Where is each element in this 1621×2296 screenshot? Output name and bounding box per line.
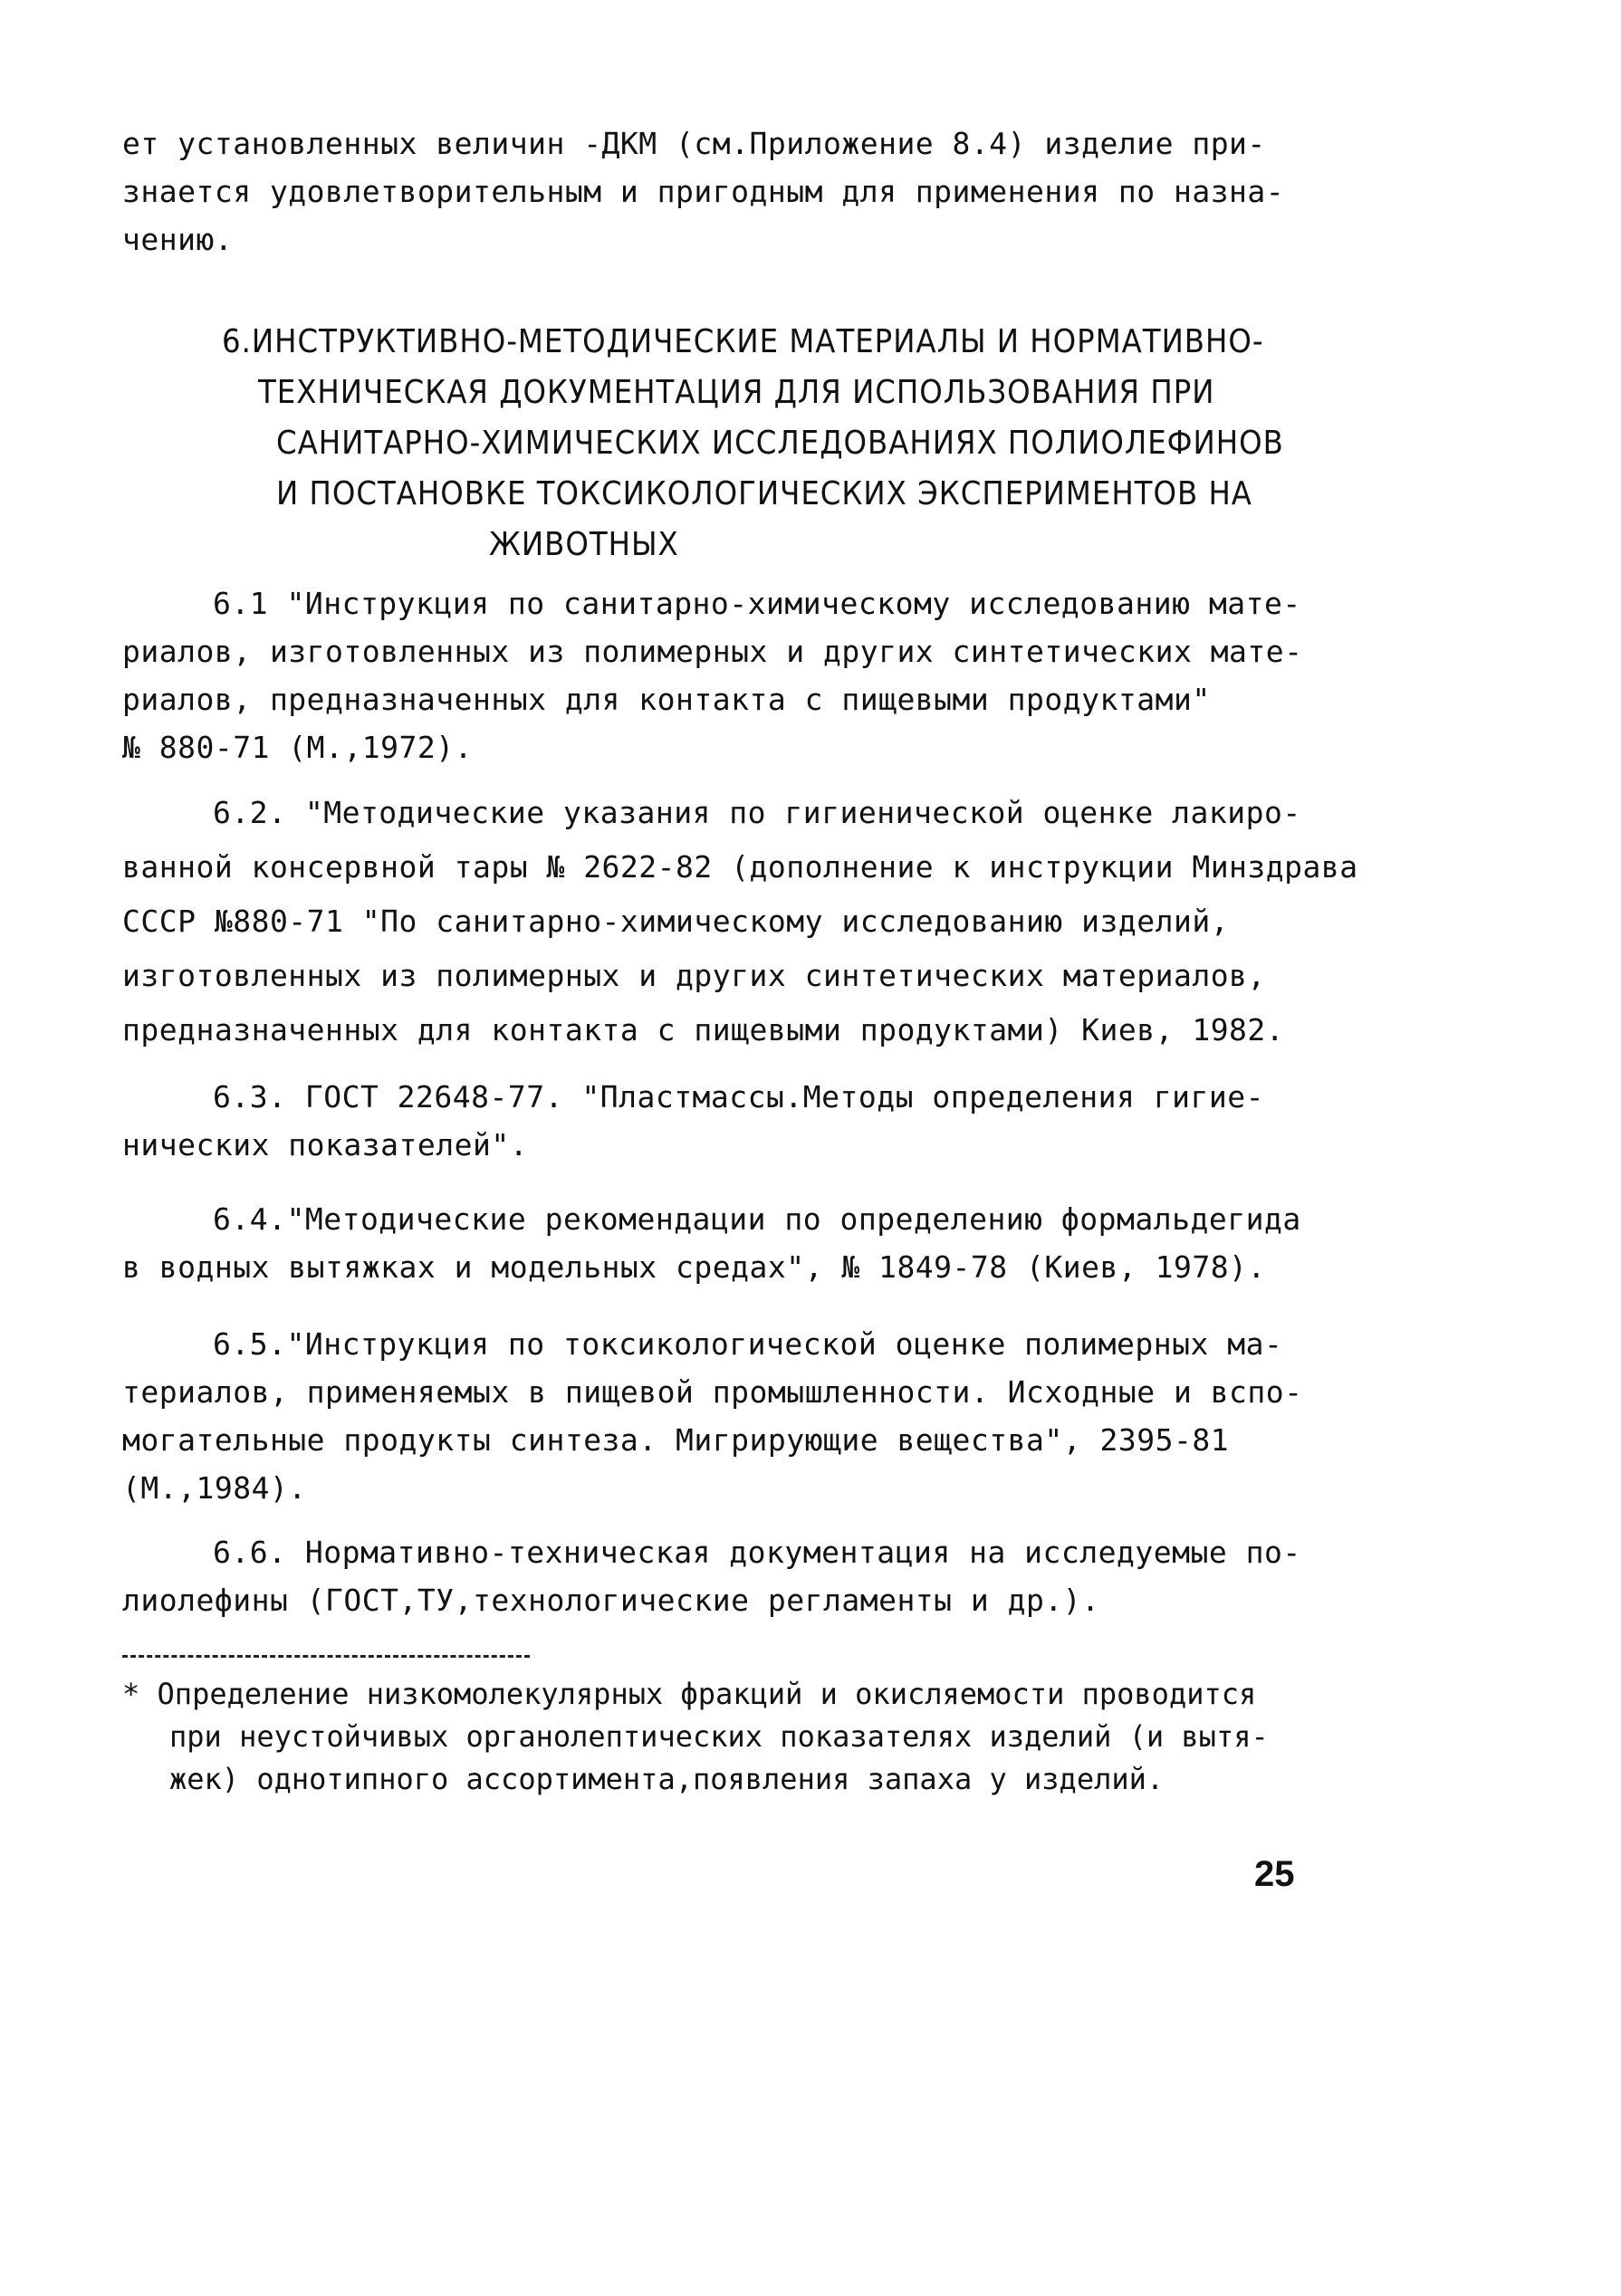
text-line: чению.	[122, 222, 234, 257]
footnote-separator	[122, 1655, 530, 1658]
text-line: № 880-71 (М.,1972).	[122, 730, 473, 765]
text-line: изготовленных из полимерных и других синтетических материалов,	[122, 958, 1266, 993]
text-line: знается удовлетворительным и пригодным для применения по назна-	[122, 174, 1285, 209]
text-line: лиолефины (ГОСТ,ТУ,технологические регламенты и др.).	[122, 1583, 1100, 1618]
text-line: риалов, изготовленных из полимерных и других синтетических мате-	[122, 634, 1303, 669]
heading-line: ТЕХНИЧЕСКАЯ ДОКУМЕНТАЦИЯ ДЛЯ ИСПОЛЬЗОВАНИЯ ПРИ	[258, 374, 1215, 411]
text-line: териалов, применяемых в пищевой промышленности. Исходные и вспо-	[122, 1374, 1303, 1410]
section-heading	[222, 317, 1284, 570]
heading-line: И ПОСТАНОВКЕ ТОКСИКОЛОГИЧЕСКИХ ЭКСПЕРИМЕНТОВ НА	[276, 475, 1252, 512]
text-line: в водных вытяжках и модельных средах", № 1849-78 (Киев, 1978).	[122, 1249, 1266, 1285]
text-line: ванной консервной тары № 2622-82 (дополнение к инструкции Минздрава	[122, 849, 1358, 885]
page-number: 25	[1254, 1854, 1295, 1894]
heading-line: ЖИВОТНЫХ	[489, 526, 679, 563]
text-line: 6.4."Методические рекомендации по определению формальдегида	[213, 1201, 1301, 1237]
heading-line: 6.ИНСТРУКТИВНО-МЕТОДИЧЕСКИЕ МАТЕРИАЛЫ И НОРМАТИВНО-	[222, 323, 1264, 360]
footnote-line: при неустойчивых органолептических показателях изделий (и вытя-	[169, 1719, 1269, 1754]
footnote-line: * Определение низкомолекулярных фракций и окисляемости проводится	[122, 1677, 1257, 1711]
item-6-3	[122, 1073, 1372, 1169]
text-line: предназначенных для контакта с пищевыми продуктами) Киев, 1982.	[122, 1012, 1285, 1048]
text-line: 6.2. "Методические указания по гигиенической оценке лакиро-	[213, 795, 1301, 830]
item-6-2	[122, 786, 1372, 1057]
text-line: ет установленных величин -ДКМ (см.Приложение 8.4) изделие при-	[122, 126, 1266, 161]
item-6-1	[122, 579, 1372, 771]
text-line: 6.5."Инструкция по токсикологической оценке полимерных ма-	[213, 1326, 1283, 1362]
intro-paragraph	[122, 120, 1372, 263]
text-line: СССР №880-71 "По санитарно-химическому исследованию изделий,	[122, 904, 1230, 939]
text-line: 6.3. ГОСТ 22648-77. "Пластмассы.Методы определения гигие-	[213, 1079, 1264, 1115]
text-line: риалов, предназначенных для контакта с пищевыми продуктами"	[122, 682, 1211, 717]
text-line: нических показателей".	[122, 1127, 529, 1162]
text-line: (М.,1984).	[122, 1470, 307, 1506]
text-line: могательные продукты синтеза. Мигрирующие вещества", 2395-81	[122, 1422, 1230, 1458]
item-6-6	[122, 1528, 1372, 1624]
footnote	[122, 1673, 1390, 1801]
text-line: 6.6. Нормативно-техническая документация на исследуемые по-	[213, 1535, 1301, 1570]
text-line: 6.1 "Инструкция по санитарно-химическому исследованию мате-	[213, 586, 1301, 621]
item-6-5	[122, 1320, 1372, 1512]
footnote-line: жек) однотипного ассортимента,появления запаха у изделий.	[169, 1762, 1165, 1796]
heading-line: САНИТАРНО-ХИМИЧЕСКИХ ИССЛЕДОВАНИЯХ ПОЛИОЛЕФИНОВ	[276, 425, 1284, 462]
item-6-4	[122, 1195, 1372, 1291]
